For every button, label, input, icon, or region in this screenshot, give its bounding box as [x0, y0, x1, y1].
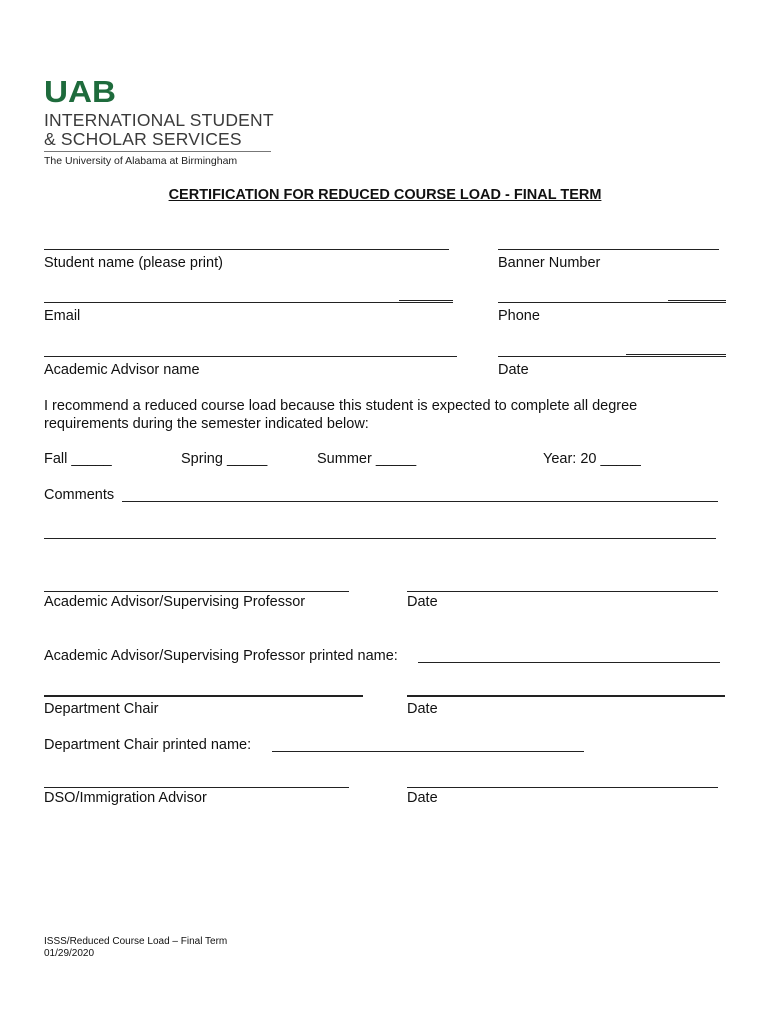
student-name-label: Student name (please print)	[44, 255, 223, 271]
dept-chair-printed-name-label: Department Chair printed name:	[44, 737, 252, 753]
comments-field-line1[interactable]	[122, 501, 718, 502]
email-label: Email	[44, 308, 81, 324]
dept-chair-printed-name-field[interactable]	[272, 751, 584, 752]
dso-date-field[interactable]	[407, 787, 718, 788]
dso-label: DSO/Immigration Advisor	[44, 790, 207, 806]
banner-number-label: Banner Number	[498, 255, 601, 271]
semester-fall[interactable]: Fall _____	[44, 451, 112, 467]
advisor-signature-field[interactable]	[44, 591, 349, 592]
phone-field-extension	[668, 300, 726, 301]
email-field[interactable]	[44, 302, 453, 303]
comments-field-line2[interactable]	[44, 538, 716, 539]
phone-field[interactable]	[498, 302, 726, 303]
student-name-field[interactable]	[44, 249, 449, 250]
phone-label: Phone	[498, 308, 540, 324]
dso-signature-field[interactable]	[44, 787, 349, 788]
logo-divider	[44, 151, 271, 152]
email-field-extension	[399, 300, 453, 301]
semester-spring[interactable]: Spring _____	[181, 451, 268, 467]
footer-form-name: ISSS/Reduced Course Load – Final Term	[44, 936, 228, 947]
advisor-printed-name-field[interactable]	[418, 662, 720, 663]
uab-logo-text: UAB	[44, 78, 116, 104]
footer	[44, 936, 227, 960]
advisor-printed-name-label: Academic Advisor/Supervising Professor printed name:	[44, 648, 398, 664]
recommendation-text: I recommend a reduced course load because this student is expected to complete all degree requirements during the semester indicated below:	[44, 398, 638, 432]
dso-date-label: Date	[407, 790, 438, 806]
footer-date: 01/29/2020	[44, 948, 95, 959]
comments-label: Comments	[44, 487, 115, 503]
advisor-signature-date-label: Date	[407, 594, 438, 610]
org-name-line1: INTERNATIONAL STUDENT	[44, 110, 274, 130]
semester-summer[interactable]: Summer _____	[317, 451, 417, 467]
advisor-signature-date-field[interactable]	[407, 591, 718, 592]
dept-chair-label: Department Chair	[44, 701, 159, 717]
dept-chair-signature-field[interactable]	[44, 695, 363, 697]
form-title: CERTIFICATION FOR REDUCED COURSE LOAD - FINAL TERM	[168, 187, 602, 203]
advisor-signature-label: Academic Advisor/Supervising Professor	[44, 594, 306, 610]
dept-chair-date-label: Date	[407, 701, 438, 717]
date-field[interactable]	[498, 356, 726, 357]
semester-year[interactable]: Year: 20 _____	[543, 451, 641, 467]
university-name: The University of Alabama at Birmingham	[44, 155, 238, 167]
dept-chair-date-field[interactable]	[407, 695, 725, 697]
date-field-extension	[626, 354, 726, 355]
advisor-name-field[interactable]	[44, 356, 457, 357]
org-name-line2: & SCHOLAR SERVICES	[44, 129, 242, 149]
date-label: Date	[498, 362, 529, 378]
advisor-name-label: Academic Advisor name	[44, 362, 200, 378]
banner-number-field[interactable]	[498, 249, 719, 250]
uab-logo	[44, 78, 120, 104]
